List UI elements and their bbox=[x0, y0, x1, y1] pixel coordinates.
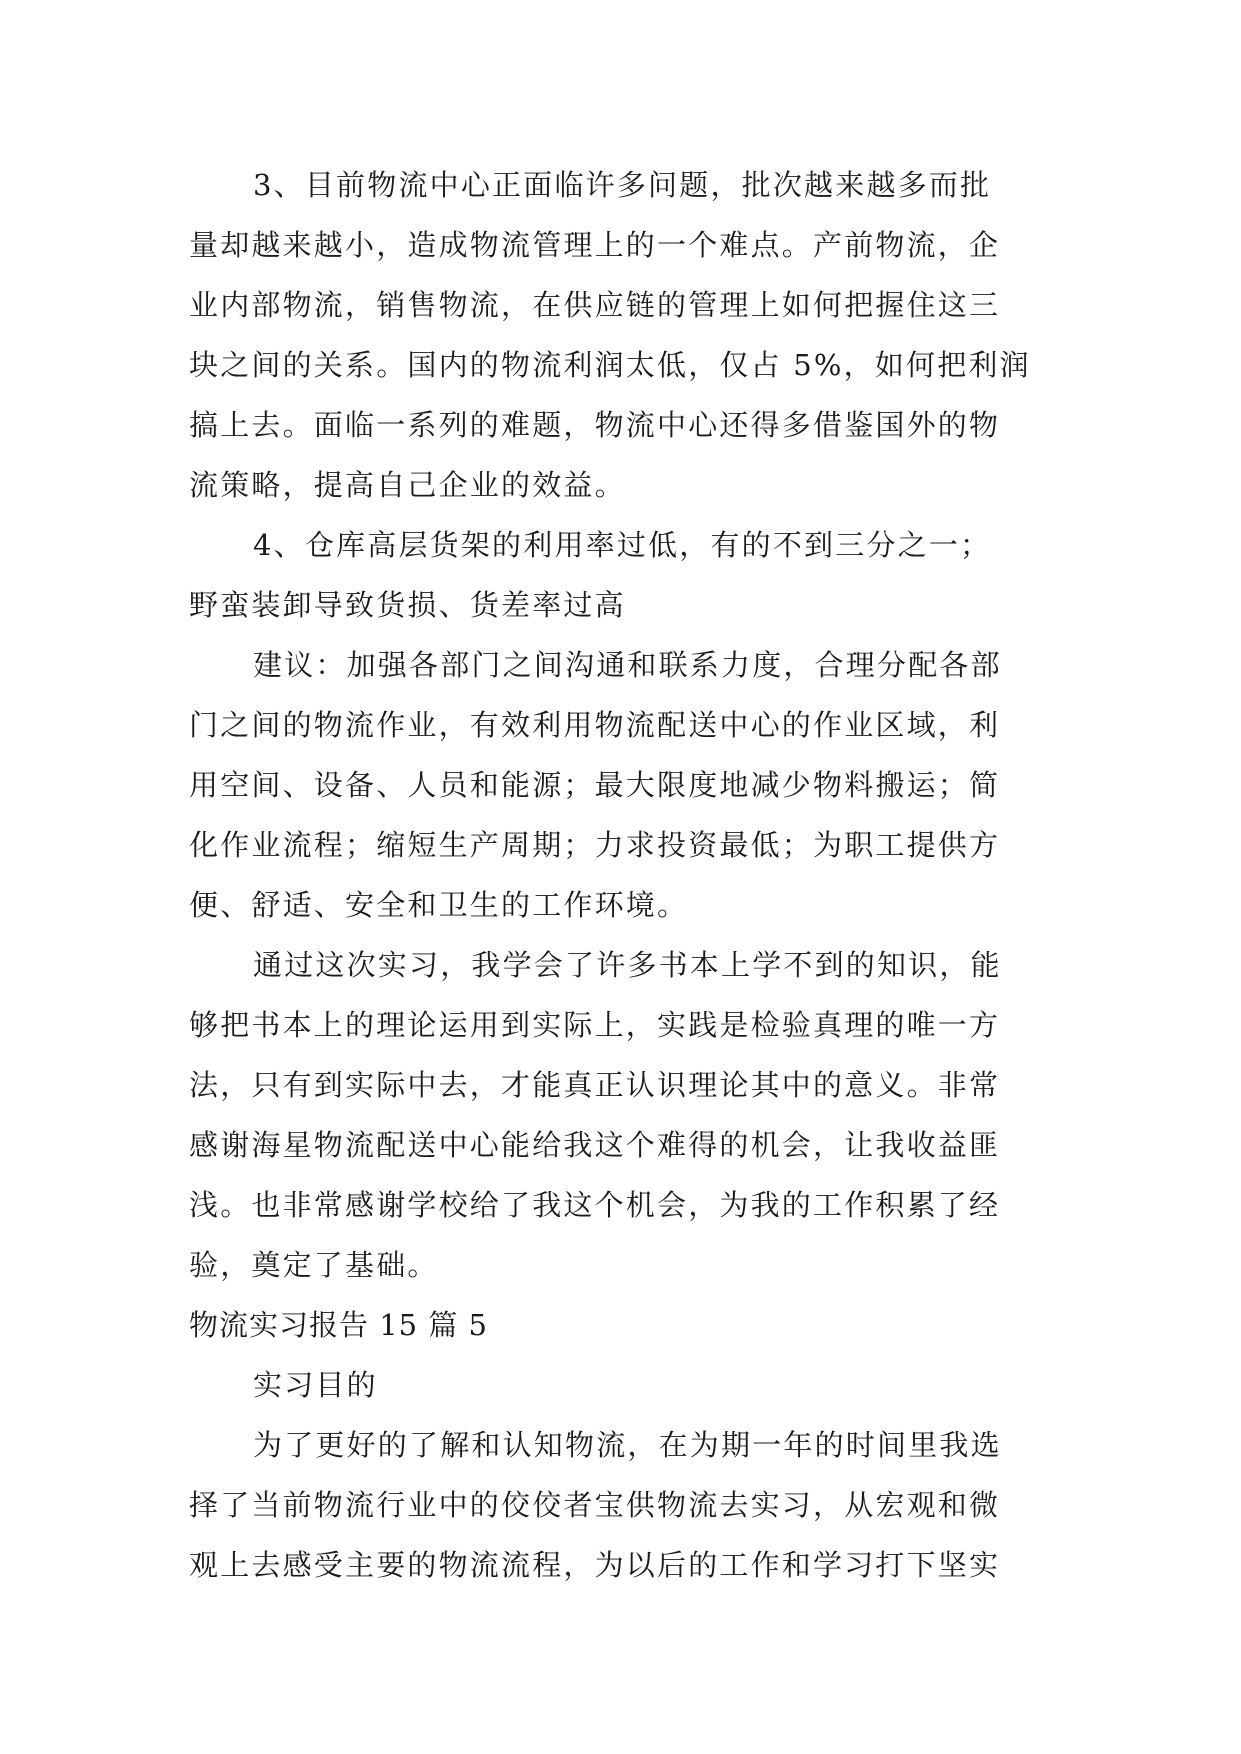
text-line: 业内部物流，销售物流，在供应链的管理上如何把握住这三 bbox=[189, 288, 1001, 322]
text-line: 野蛮装卸导致货损、货差率过高 bbox=[189, 588, 626, 622]
document-body bbox=[189, 155, 1055, 1595]
paragraph-problem-3 bbox=[189, 155, 1055, 515]
section-heading bbox=[189, 1295, 1055, 1355]
text-line: 感谢海星物流配送中心能给我这个难得的机会，让我收益匪 bbox=[189, 1128, 1001, 1162]
subheading-purpose bbox=[189, 1355, 1055, 1415]
paragraph-conclusion bbox=[189, 935, 1055, 1295]
text-line: 浅。也非常感谢学校给了我这个机会，为我的工作积累了经 bbox=[189, 1188, 1001, 1222]
text-line: 量却越来越小，造成物流管理上的一个难点。产前物流，企 bbox=[189, 228, 1001, 262]
text-line: 化作业流程；缩短生产周期；力求投资最低；为职工提供方 bbox=[189, 828, 1001, 862]
text-line: 块之间的关系。国内的物流利润太低，仅占 5%，如何把利润 bbox=[189, 348, 1031, 382]
text-line: 法，只有到实际中去，才能真正认识理论其中的意义。非常 bbox=[189, 1068, 1001, 1102]
paragraph-purpose bbox=[189, 1415, 1055, 1595]
text-line: 实习目的 bbox=[253, 1368, 378, 1402]
text-line: 便、舒适、安全和卫生的工作环境。 bbox=[189, 888, 689, 922]
text-line: 门之间的物流作业，有效利用物流配送中心的作业区域，利 bbox=[189, 708, 1001, 742]
text-line: 搞上去。面临一系列的难题，物流中心还得多借鉴国外的物 bbox=[189, 408, 1001, 442]
text-line: 流策略，提高自己企业的效益。 bbox=[189, 468, 626, 502]
text-line: 观上去感受主要的物流流程，为以后的工作和学习打下坚实 bbox=[189, 1548, 1001, 1582]
paragraph-suggestion bbox=[189, 635, 1055, 935]
section-heading-text: 物流实习报告 15 篇 5 bbox=[189, 1308, 489, 1342]
text-line: 用空间、设备、人员和能源；最大限度地减少物料搬运；简 bbox=[189, 768, 1001, 802]
text-line: 择了当前物流行业中的佼佼者宝供物流去实习，从宏观和微 bbox=[189, 1488, 1001, 1522]
text-line: 够把书本上的理论运用到实际上，实践是检验真理的唯一方 bbox=[189, 1008, 1001, 1042]
text-line: 为了更好的了解和认知物流，在为期一年的时间里我选 bbox=[253, 1428, 1002, 1462]
text-line: 3、目前物流中心正面临许多问题，批次越来越多而批 bbox=[253, 168, 992, 202]
text-line: 通过这次实习，我学会了许多书本上学不到的知识，能 bbox=[253, 948, 1002, 982]
text-line: 验，奠定了基础。 bbox=[189, 1248, 439, 1282]
text-line: 4、仓库高层货架的利用率过低，有的不到三分之一； bbox=[253, 528, 992, 562]
paragraph-problem-4 bbox=[189, 515, 1055, 635]
text-line: 建议：加强各部门之间沟通和联系力度，合理分配各部 bbox=[253, 648, 1002, 682]
